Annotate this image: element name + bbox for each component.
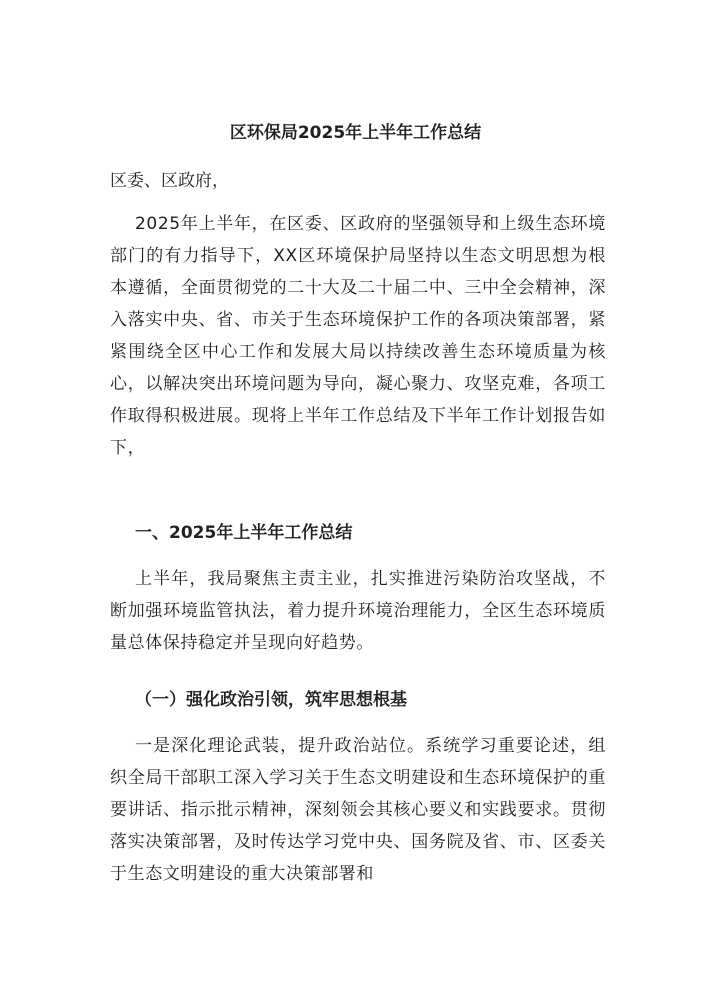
section-heading: 一、2025年上半年工作总结 <box>135 523 353 543</box>
subsection-paragraph: 一是深化理论武装，提升政治站位。系统学习重要论述，组织全局干部职工深入学习关于生态文明建设和生态环境保护的重要讲话、指示批示精神，深刻领会其核心要义和实践要求。贯彻落实决策部署，及时传达学习党中央、国务院及省、市、区委关于生态文明建设的重大决策部署和 <box>110 736 606 884</box>
subsection-heading: （一）强化政治引领，筑牢思想根基 <box>135 690 407 710</box>
intro-paragraph: 2025年上半年，在区委、区政府的坚强领导和上级生态环境部门的有力指导下，XX区环境保护局坚持以生态文明思想为根本遵循，全面贯彻党的二十大及二十届二中、三中全会精神，深入落实中央、省、市关于生态环境保护工作的各项决策部署，紧紧围绕全区中心工作和发展大局以持续改善生态环境质量为核心，以解决突出环境问题为导向，凝心聚力、攻坚克难，各项工作取得积极进展。现将上半年工作总结及下半年工作计划报告如下， <box>110 214 606 458</box>
document-title: 区环保局2025年上半年工作总结 <box>229 123 482 143</box>
section-paragraph: 上半年，我局聚焦主责主业，扎实推进污染防治攻坚战，不断加强环境监管执法，着力提升环境治理能力，全区生态环境质量总体保持稳定并呈现向好趋势。 <box>110 569 606 653</box>
salutation: 区委、区政府， <box>110 171 229 191</box>
